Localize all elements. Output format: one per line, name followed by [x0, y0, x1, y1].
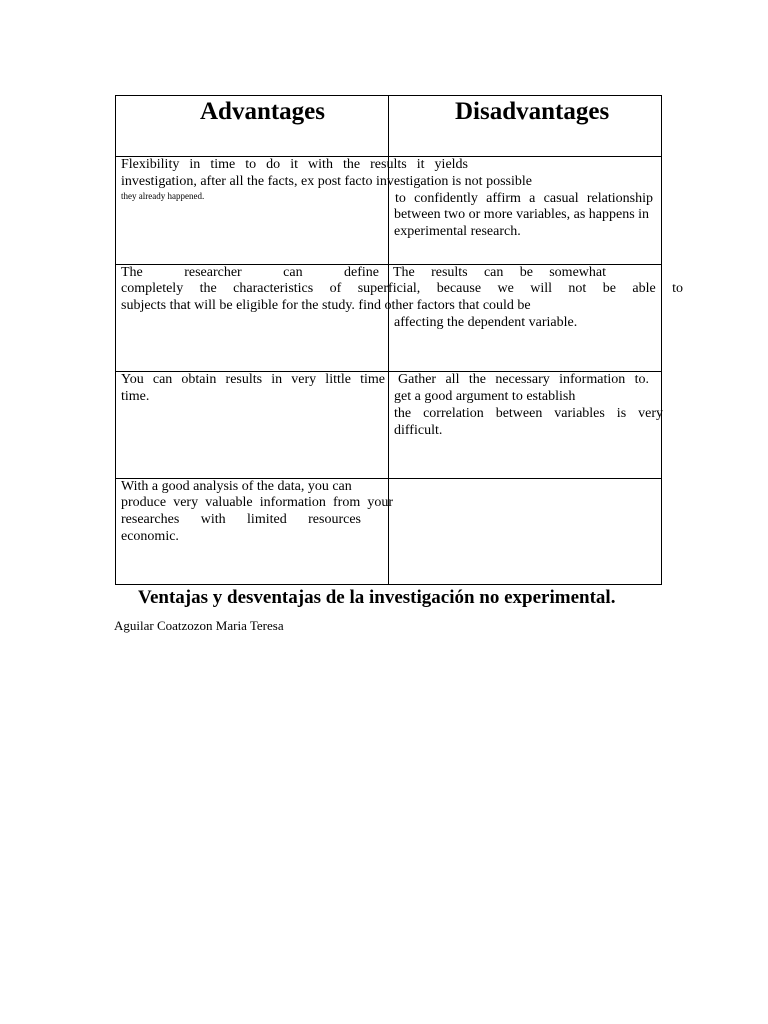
row2-advantage-line1: The researcher can define — [121, 265, 379, 280]
row3-advantage-line2: time. — [121, 389, 150, 404]
row2-advantage-line3: subjects that will be eligible for the study. find other factors that could be — [121, 298, 531, 313]
row3-disadvantage-line4: difficult. — [394, 423, 443, 438]
row3-disadvantage-line2: get a good argument to establish — [394, 389, 576, 404]
row3-advantage-line1: You can obtain results in very little time — [121, 372, 385, 387]
row1-advantage-line1: Flexibility in time to do it with the results it yields — [121, 157, 468, 172]
row2-disadvantage-line1: The results can be somewhat — [393, 265, 606, 280]
row4-advantage-line2: produce very valuable information from your — [121, 495, 393, 510]
author-name: Aguilar Coatzozon Maria Teresa — [114, 618, 284, 633]
header-advantages: Advantages — [200, 98, 326, 125]
row1-disadvantage-line1: to confidently affirm a casual relationship — [395, 191, 653, 206]
header-disadvantages: Disadvantages — [455, 98, 610, 125]
row1-disadvantage-line2: between two or more variables, as happens in — [394, 207, 650, 222]
row4-advantage-line1: With a good analysis of the data, you can — [121, 479, 352, 494]
row2-disadvantage-line2: affecting the dependent variable. — [394, 315, 578, 330]
row4-advantage-line4: economic. — [121, 529, 179, 544]
row1-disadvantage-line3: experimental research. — [394, 224, 521, 239]
row1-advantage-line2: investigation, after all the facts, ex post facto investigation is not possible — [121, 174, 532, 189]
row3-disadvantage-line3: the correlation between variables is very — [394, 406, 663, 421]
row2-advantage-line2: completely the characteristics of superficial, because we will not be able to — [121, 281, 683, 296]
row3-disadvantage-line1: Gather all the necessary information to. — [398, 372, 649, 387]
row1-advantage-small: they already happened. — [121, 191, 205, 201]
row4-advantage-line3: researches with limited resources — [121, 512, 361, 527]
table-caption: Ventajas y desventajas de la investigación no experimental. — [138, 587, 616, 608]
